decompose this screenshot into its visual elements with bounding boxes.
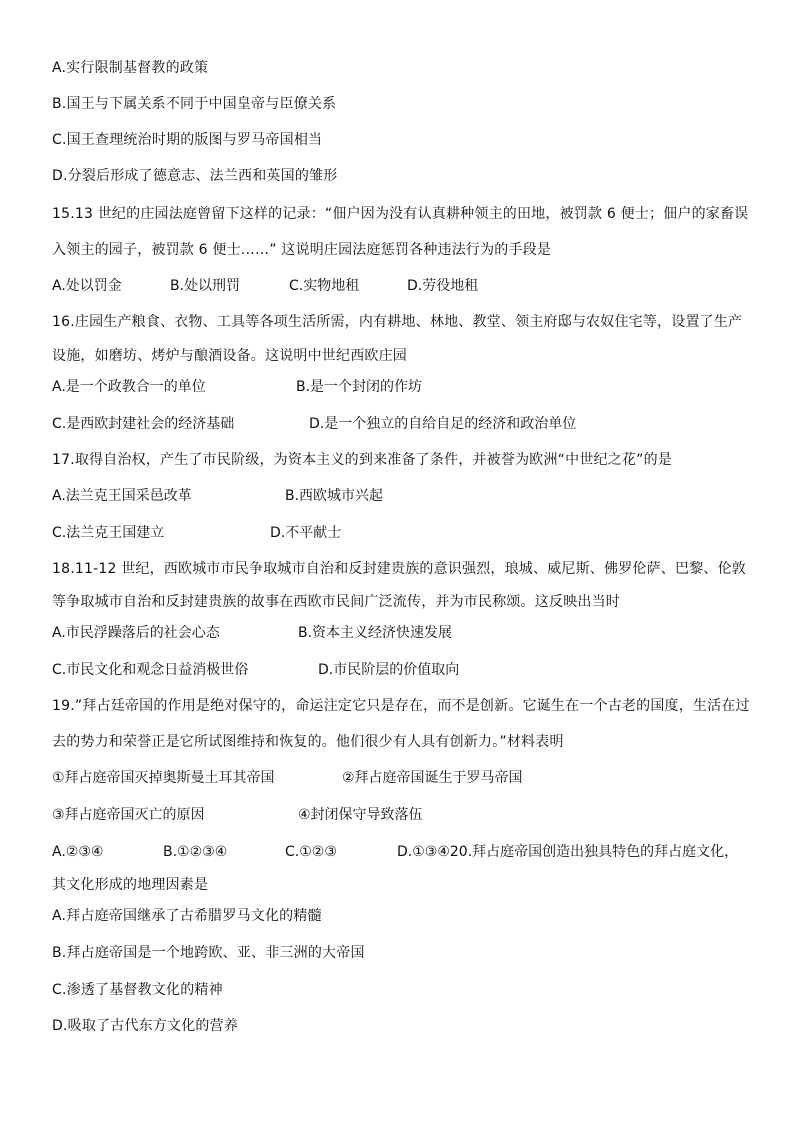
q18-stem-line1: 18.11-12 世纪，西欧城市市民争取城市自治和反封建贵族的意识强烈，琅城、威尼斯、佛罗伦萨、巴黎、伦敦 [52, 561, 746, 577]
q16-option-c: C.是西欧封建社会的经济基础 [52, 416, 235, 432]
q19-option-c: C.①②③ [285, 844, 337, 860]
q15-option-b: B.处以刑罚 [170, 278, 241, 294]
q15-stem-line1: 15.13 世纪的庄园法庭曾留下这样的记录：“佃户因为没有认真耕种领主的田地，被罚款 6 便士；佃户的家畜误 [52, 206, 749, 222]
q20-stem-line2: 其文化形成的地理因素是 [52, 877, 209, 893]
q15-option-a: A.处以罚金 [52, 278, 122, 294]
q14-option-c: C.国王查理统治时期的版图与罗马帝国相当 [52, 132, 323, 148]
q17-option-b: B.西欧城市兴起 [285, 488, 384, 504]
q16-option-a: A.是一个政教合一的单位 [52, 379, 206, 395]
q18-stem-line2: 等争取城市自治和反封建贵族的故事在西欧市民间广泛流传，并为市民称颂。这反映出当时 [52, 594, 620, 610]
q19-option-b: B.①②③④ [163, 844, 228, 860]
q18-option-b: B.资本主义经济快速发展 [298, 625, 453, 641]
q16-stem-line2: 设施，如磨坊、烤炉与酿酒设备。这说明中世纪西欧庄园 [52, 348, 407, 364]
q19-option-a: A.②③④ [52, 844, 104, 860]
q15-stem-line2: 入领主的园子，被罚款 6 便士……” 这说明庄园法庭惩罚各种违法行为的手段是 [52, 242, 552, 258]
q18-option-c: C.市民文化和观念日益消极世俗 [52, 662, 249, 678]
q19-option-d-and-q20-stem: D.①③④20.拜占庭帝国创造出独具特色的拜占庭文化， [397, 844, 739, 860]
q20-option-a: A.拜占庭帝国继承了古希腊罗马文化的精髓 [52, 908, 322, 924]
q14-option-a: A.实行限制基督教的政策 [52, 60, 209, 76]
q19-statement-2: ②拜占庭帝国诞生于罗马帝国 [342, 770, 523, 786]
q18-option-d: D.市民阶层的价值取向 [318, 662, 460, 678]
q20-option-c: C.渗透了基督教文化的精神 [52, 982, 223, 998]
q19-statement-1: ①拜占庭帝国灭掉奥斯曼土耳其帝国 [52, 770, 275, 786]
q19-statement-3: ③拜占庭帝国灭亡的原因 [52, 807, 205, 823]
q16-stem-line1: 16.庄园生产粮食、衣物、工具等各项生活所需，内有耕地、林地、教堂、领主府邸与农奴住宅等，设置了生产 [52, 314, 743, 330]
q17-option-c: C.法兰克王国建立 [52, 525, 165, 541]
q17-option-a: A.法兰克王国采邑改革 [52, 488, 192, 504]
q15-option-c: C.实物地租 [289, 278, 360, 294]
q14-option-b: B.国王与下属关系不同于中国皇帝与臣僚关系 [52, 96, 337, 112]
q15-option-d: D.劳役地租 [407, 278, 479, 294]
q19-stem-line1: 19.”拜占廷帝国的作用是绝对保守的，命运注定它只是存在，而不是创新。它诞生在一个古老的国度，生活在过 [52, 698, 750, 714]
q19-statement-4: ④封闭保守导致落伍 [298, 807, 423, 823]
q17-option-d: D.不平献士 [270, 525, 342, 541]
q19-stem-line2: 去的势力和荣誉正是它所试图维持和恢复的。他们很少有人具有创新力。”材料表明 [52, 734, 564, 750]
q20-option-b: B.拜占庭帝国是一个地跨欧、亚、非三洲的大帝国 [52, 945, 365, 961]
q18-option-a: A.市民浮躁落后的社会心态 [52, 625, 220, 641]
q20-option-d: D.吸取了古代东方文化的营养 [52, 1018, 239, 1034]
q16-option-b: B.是一个封闭的作坊 [296, 379, 423, 395]
q14-option-d: D.分裂后形成了德意志、法兰西和英国的雏形 [52, 168, 338, 184]
q17-stem: 17.取得自治权，产生了市民阶级，为资本主义的到来准备了条件，并被誉为欧洲“中世纪之花”的是 [52, 452, 672, 468]
q16-option-d: D.是一个独立的自给自足的经济和政治单位 [309, 416, 577, 432]
